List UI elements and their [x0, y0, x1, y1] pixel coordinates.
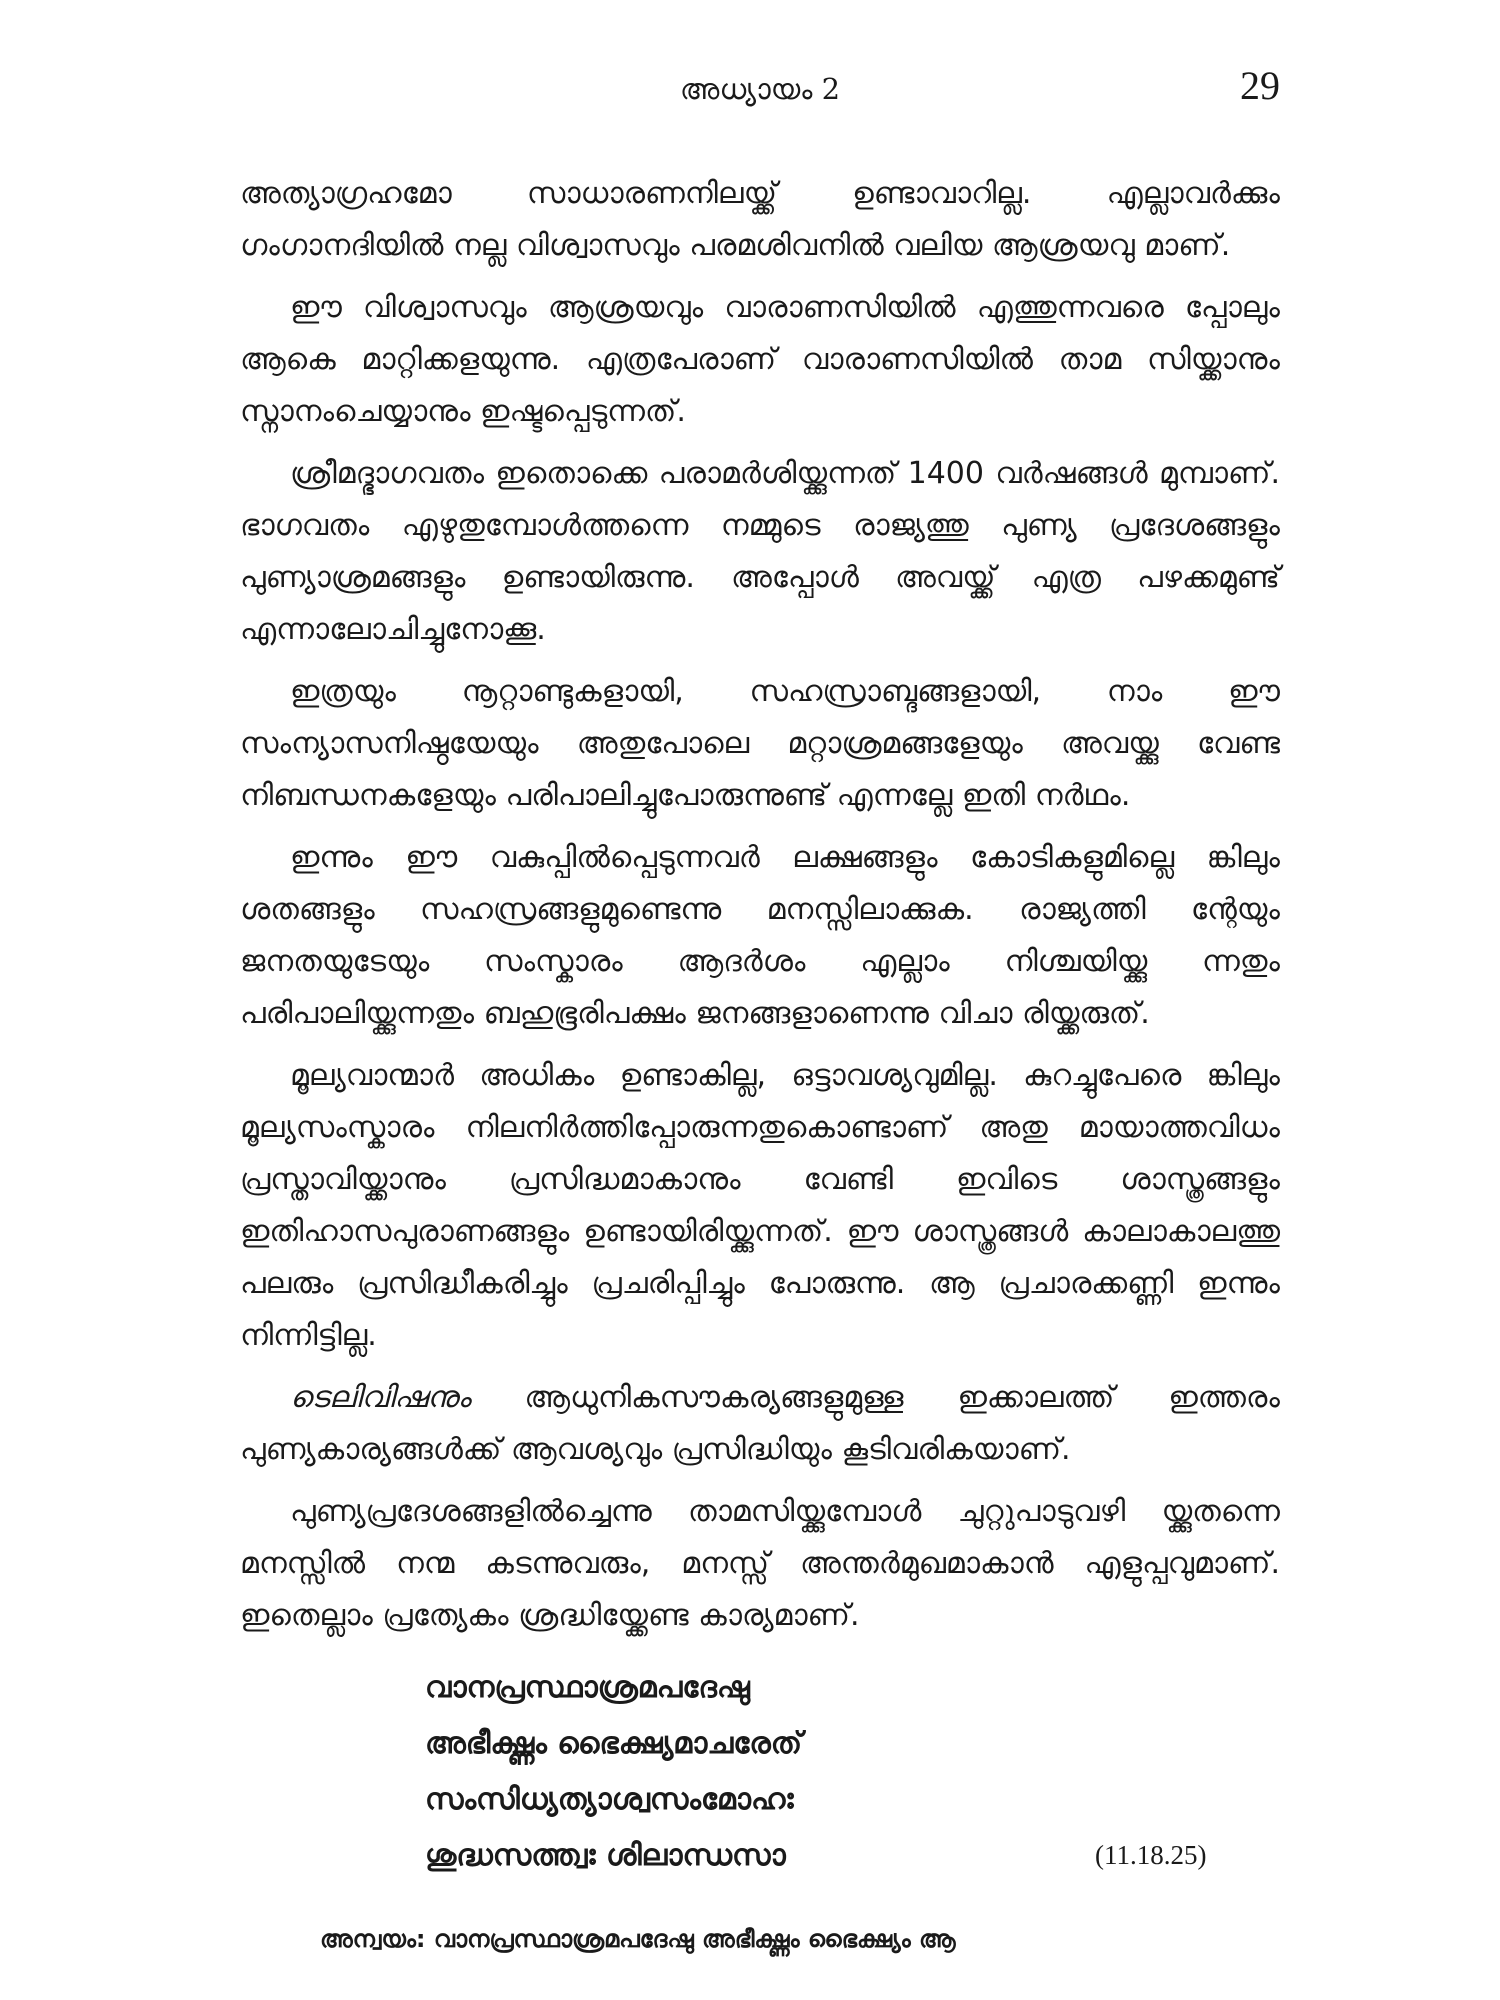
verse-line: അഭീക്ഷ്ണം ഭൈക്ഷ്യമാചരേത് — [425, 1726, 803, 1761]
page-body — [240, 168, 1280, 1652]
paragraph — [240, 1372, 1280, 1476]
chapter-title: അധ്യായം 2 — [679, 72, 841, 106]
page-header — [240, 62, 1280, 122]
verse-line: വാനപ്രസ്ഥാശ്രമപദേഷു — [425, 1670, 750, 1705]
page-number: 29 — [1240, 63, 1280, 108]
paragraph-text: ആധുനികസൗകര്യങ്ങളുമുള്ള ഇക്കാലത്ത് ഇത്തരം പുണ്യകാര്യങ്ങൾക്ക് ആവശ്യവും പ്രസിദ്ധിയും കൂടിവരികയാണ്. — [240, 1380, 1280, 1467]
verse-line: ശുദ്ധസത്ത്വഃ ശിലാന്ധസാ — [425, 1838, 786, 1873]
verse-line: സംസിധ്യത്യാശ്വസംമോഹഃ — [425, 1782, 794, 1817]
anvayam-line: അന്വയം: വാനപ്രസ്ഥാശ്രമപദേഷു അഭീക്ഷ്ണം ഭൈക്ഷ്യം ആ — [320, 1925, 956, 1953]
paragraph: ഇന്നും ഈ വകുപ്പിൽപ്പെടുന്നവർ ലക്ഷങ്ങളും കോടികളുമില്ലെ ങ്കിലും ശതങ്ങളും സഹസ്രങ്ങളുമുണ്ടെന്നു മനസ്സിലാക്കുക. രാജ്യത്തി ന്റേയും ജനതയുടേയും സംസ്കാരം ആദർശം എല്ലാം നിശ്ചയിയ്ക്കു ന്നതും പരിപാലിയ്ക്കുന്നതും ബഹുഭൂരിപക്ഷം ജനങ്ങളാണെന്നു വിചാ രിയ്ക്കരുത്. — [240, 840, 1280, 1031]
paragraph: അത്യാഗ്രഹമോ സാധാരണനിലയ്ക്ക് ഉണ്ടാവാറില്ല. എല്ലാവർക്കും ഗംഗാനദിയിൽ നല്ല വിശ്വാസവും പരമശിവനിൽ വലിയ ആശ്രയവു മാണ്. — [240, 176, 1280, 263]
paragraph: മൂല്യവാന്മാർ അധികം ഉണ്ടാകില്ല, ഒട്ടാവശ്യവുമില്ല. കുറച്ചുപേരെ ങ്കിലും മൂല്യസംസ്കാരം നിലനിർത്തിപ്പോരുന്നതുകൊണ്ടാണ് അതു മായാത്തവിധം പ്രസ്താവിയ്ക്കാനും പ്രസിദ്ധമാകാനും വേണ്ടി ഇവിടെ ശാസ്ത്രങ്ങളും ഇതിഹാസപുരാണങ്ങളും ഉണ്ടായിരിയ്ക്കുന്നത്. ഈ ശാസ്ത്രങ്ങൾ കാലാകാലത്തു പലരും പ്രസിദ്ധീകരിച്ചും പ്രചരിപ്പിച്ചും പോരുന്നു. ആ പ്രചാരക്കണ്ണി ഇന്നും നിന്നിട്ടില്ല. — [240, 1058, 1280, 1353]
paragraph: പുണ്യപ്രദേശങ്ങളിൽച്ചെന്നു താമസിയ്ക്കുമ്പോൾ ചുറ്റുപാടുവഴി യ്ക്കുതന്നെ മനസ്സിൽ നന്മ കടന്നുവരും, മനസ്സ് അന്തർമുഖമാകാൻ എളുപ്പവുമാണ്. ഇതെല്ലാം പ്രത്യേകം ശ്രദ്ധിയ്ക്കേണ്ട കാര്യമാണ്. — [240, 1494, 1280, 1633]
paragraph: ശ്രീമദ്ഭാഗവതം ഇതൊക്കെ പരാമർശിയ്ക്കുന്നത് 1400 വർഷങ്ങൾ മുമ്പാണ്. ഭാഗവതം എഴുതുമ്പോൾത്തന്നെ നമ്മുടെ രാജ്യത്തു പുണ്യ പ്രദേശങ്ങളും പുണ്യാശ്രമങ്ങളും ഉണ്ടായിരുന്നു. അപ്പോൾ അവയ്ക്ക് എത്ര പഴക്കമുണ്ട് എന്നാലോചിച്ചുനോക്കൂ. — [240, 456, 1280, 647]
italic-lead-word: ടെലിവിഷനും — [290, 1380, 471, 1415]
verse-reference: (11.18.25) — [1095, 1840, 1207, 1870]
paragraph: ഈ വിശ്വാസവും ആശ്രയവും വാരാണസിയിൽ എത്തുന്നവരെ പ്പോലും ആകെ മാറ്റിക്കളയുന്നു. എത്രപേരാണ് വാരാണസിയിൽ താമ സിയ്ക്കാനും സ്നാനംചെയ്യാനും ഇഷ്ടപ്പെടുന്നത്. — [240, 290, 1280, 429]
paragraph: ഇത്രയും നൂറ്റാണ്ടുകളായി, സഹസ്രാബ്ദങ്ങളായി, നാം ഈ സംന്യാസനിഷ്ഠയേയും അതുപോലെ മറ്റാശ്രമങ്ങളേയും അവയ്ക്കു വേണ്ട നിബന്ധനകളേയും പരിപാലിച്ചുപോരുന്നുണ്ട് എന്നല്ലേ ഇതി നർഥം. — [240, 674, 1280, 813]
